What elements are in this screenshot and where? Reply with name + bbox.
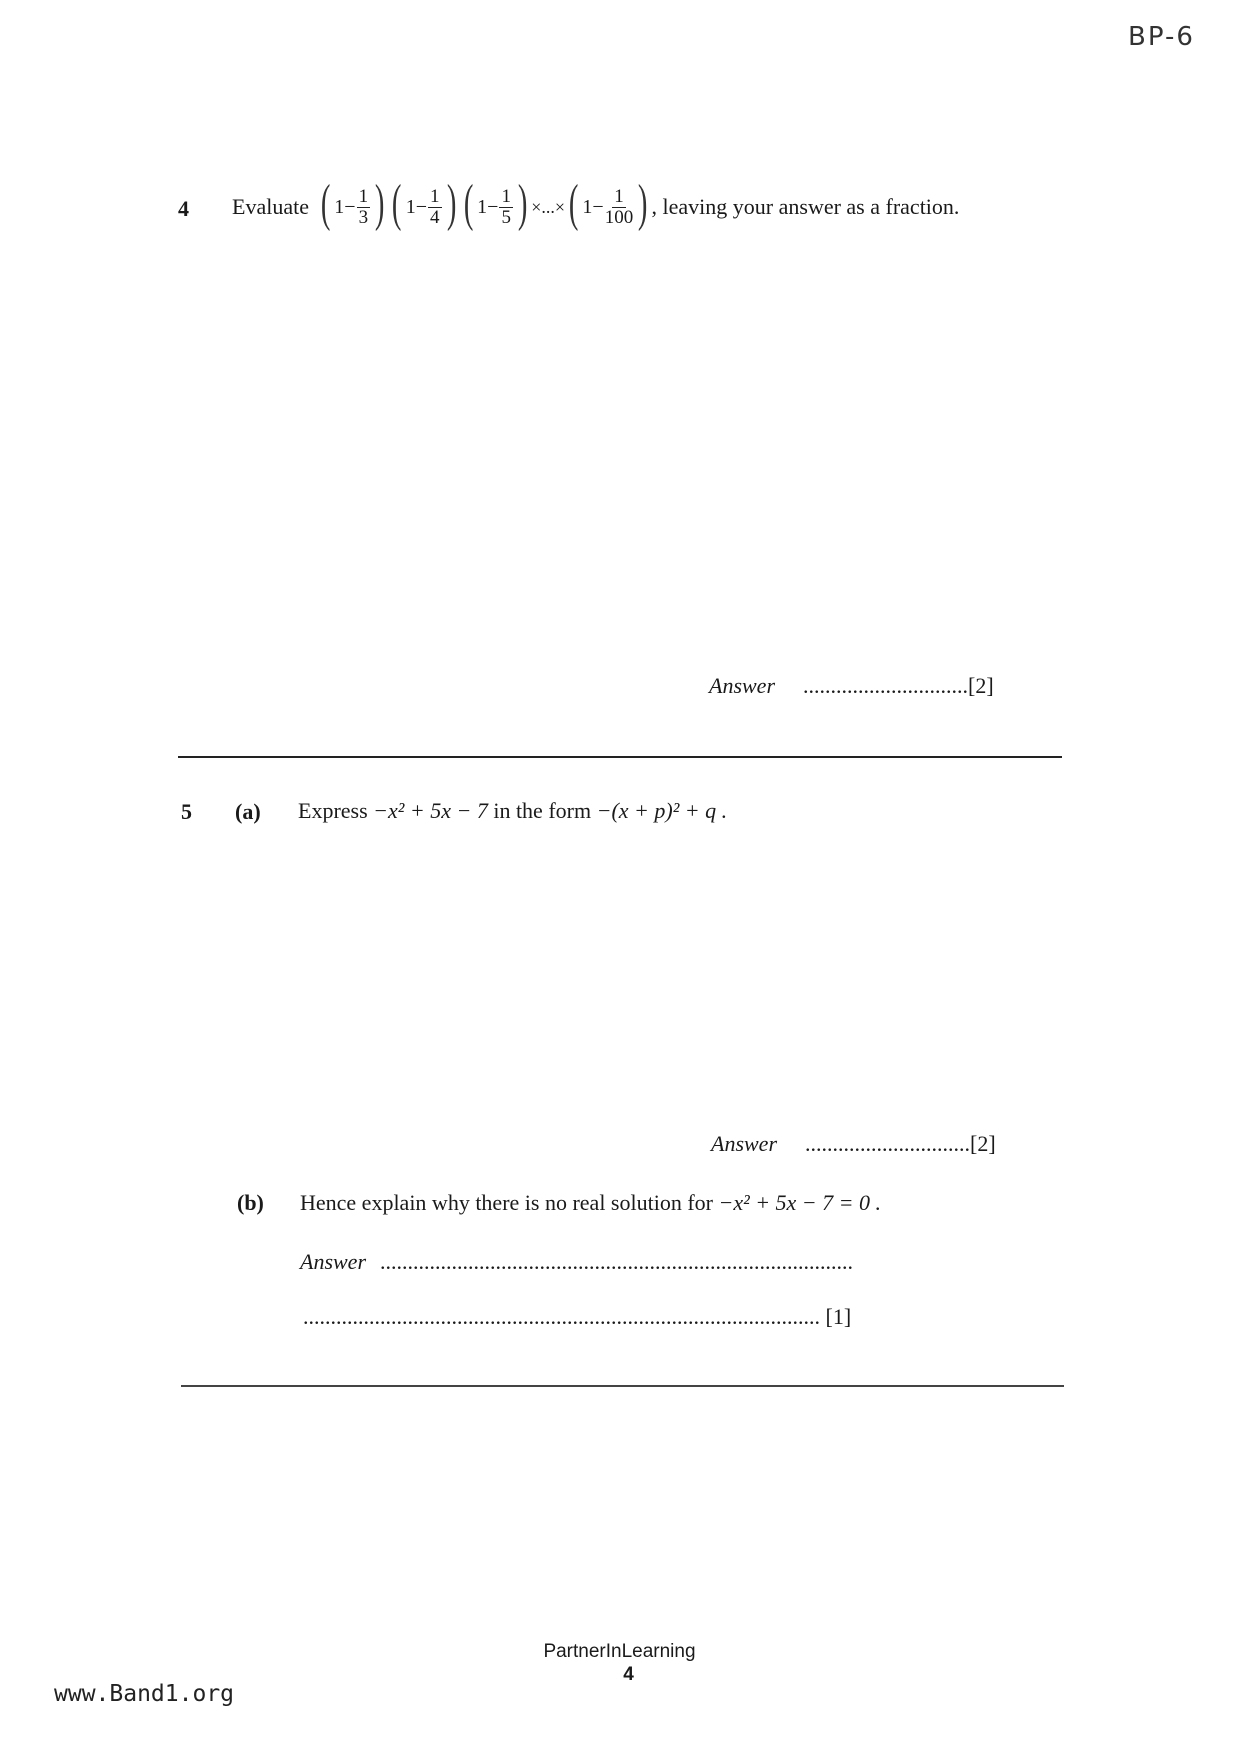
divider-2: [181, 1385, 1064, 1387]
question-5b-answer-line-2: .............................................................................................. [1]: [303, 1304, 852, 1329]
question-5b-label: (b): [237, 1190, 264, 1215]
question-5a-form: −(x + p)² + q .: [596, 798, 728, 823]
question-5-number: 5: [181, 799, 192, 824]
paper-code: BP-6: [1128, 22, 1195, 52]
question-5b-prefix: Hence explain why there is no real solution for: [300, 1190, 713, 1215]
question-5a-prefix: Express: [298, 798, 368, 823]
question-4-factor-2: ( 1 − $\frac{1}{4}$ ): [392, 175, 456, 232]
question-5b-answer-line-1: ......................................................................................: [380, 1249, 853, 1274]
question-4-factor-3: ( 1 − $\frac{1}{5}$ ): [463, 175, 528, 232]
question-5a-text: [298, 798, 727, 824]
page-number: 4: [623, 1664, 634, 1685]
question-5a-answer-label: Answer: [711, 1131, 777, 1156]
footer-brand: PartnerInLearning: [543, 1641, 696, 1662]
question-4-answer-label: Answer: [709, 673, 775, 698]
question-5a-answer-line: ..............................[2]: [805, 1131, 996, 1156]
question-4-suffix: , leaving your answer as a fraction.: [651, 194, 960, 219]
question-4-text: [232, 175, 960, 233]
question-5b-answer-label: Answer: [300, 1249, 366, 1274]
question-4-factor-1: ( 1 − $\frac{1}{3}$ ): [320, 175, 385, 232]
question-4-last-factor: ( 1 − $\frac{1}{100}$ ): [568, 175, 648, 232]
question-5b-text: [300, 1190, 881, 1216]
question-5a-middle: in the form: [493, 798, 592, 823]
question-5a-label: (a): [235, 799, 261, 824]
question-4-prefix: Evaluate: [232, 194, 309, 219]
question-5a-expression: −x² + 5x − 7: [373, 798, 488, 823]
question-4-answer-line: ..............................[2]: [803, 673, 994, 698]
divider-1: [178, 756, 1062, 758]
question-4-number: 4: [178, 196, 189, 221]
website-watermark: www.Band1.org: [54, 1681, 235, 1707]
question-5b-equation: −x² + 5x − 7 = 0 .: [718, 1190, 881, 1215]
question-4-ellipsis: ×...×: [531, 196, 566, 217]
